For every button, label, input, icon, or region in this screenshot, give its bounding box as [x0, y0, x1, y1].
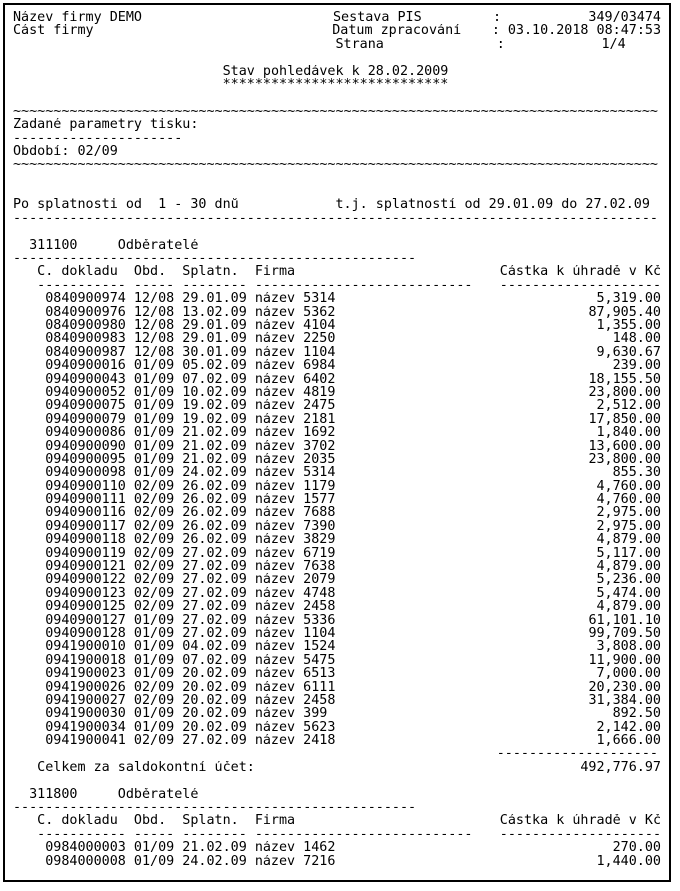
account-section — [13, 239, 669, 775]
header-line-3 — [13, 38, 661, 51]
maturity-line — [13, 198, 661, 211]
cell-amount: 5,474.00 — [596, 586, 661, 601]
cell-period: 01/09 — [133, 613, 175, 627]
cell-doc: 0940900128 — [45, 626, 126, 641]
cell-period: 02/09 — [133, 680, 175, 694]
cell-firm: název 2475 — [254, 399, 336, 413]
cell-due: 10.02.09 — [182, 385, 247, 400]
cell-amount: 2,975.00 — [596, 506, 661, 520]
header-left-empty — [13, 38, 335, 51]
cell-firm: název 4748 — [254, 586, 336, 601]
cell-due: 05.02.09 — [182, 359, 247, 373]
ul-period: ----- — [133, 278, 175, 293]
cell-amount: 17,850.00 — [588, 412, 661, 427]
cell-firm: název 2035 — [254, 452, 336, 467]
cell-amount: 4,879.00 — [596, 560, 661, 574]
cell-due: 29.01.09 — [182, 292, 247, 306]
table-row — [13, 600, 661, 613]
cell-doc: 0940900127 — [45, 613, 126, 627]
cell-due: 27.02.09 — [182, 600, 247, 614]
cell-period: 01/09 — [133, 412, 175, 427]
col-due: Splatn. — [182, 814, 239, 828]
cell-amount: 2,512.00 — [596, 399, 661, 413]
table-row — [13, 587, 661, 600]
cell-amount: 9,630.67 — [596, 345, 661, 360]
table-row — [13, 453, 661, 466]
cell-doc: 0940900075 — [45, 399, 126, 413]
cell-firm: název 5362 — [254, 305, 336, 319]
cell-due: 20.02.09 — [182, 693, 247, 708]
cell-doc: 0941900041 — [45, 734, 126, 748]
cell-firm: název 6719 — [254, 546, 336, 561]
cell-period: 12/08 — [133, 292, 175, 306]
table-row — [13, 627, 661, 640]
cell-period: 02/09 — [133, 546, 175, 561]
cell-doc: 0941900027 — [45, 693, 126, 708]
maturity-underline: -------------------------------------------------------------------------------- — [13, 211, 658, 226]
cell-due: 27.02.09 — [182, 586, 247, 601]
account-underline: -------------------------------------------------- — [13, 252, 417, 266]
cell-doc: 0984000003 — [45, 841, 126, 855]
table-row — [13, 533, 661, 546]
cell-period: 01/09 — [133, 640, 175, 654]
header-line-2 — [13, 24, 661, 37]
title-underline-stars: **************************** — [222, 77, 449, 92]
cell-due: 21.02.09 — [182, 452, 247, 467]
table-row — [13, 721, 661, 734]
total-underline-row — [13, 747, 661, 760]
cell-due: 07.02.09 — [182, 372, 247, 386]
meta-colon: : — [493, 11, 502, 25]
col-amount: Částka k úhradě v Kč — [499, 814, 661, 828]
cell-doc: 0940900111 — [45, 493, 126, 507]
table-header-underline — [13, 828, 661, 841]
cell-period: 12/08 — [133, 332, 175, 346]
cell-doc: 0940900122 — [45, 573, 126, 587]
cell-firm: název 399 — [254, 707, 328, 721]
table-row — [13, 292, 661, 305]
cell-doc: 0940900118 — [45, 533, 126, 547]
cell-amount: 3,808.00 — [596, 640, 661, 654]
report-title: Stav pohledávek k 28.02.2009 — [222, 64, 449, 78]
cell-due: 30.01.09 — [182, 345, 247, 360]
cell-amount: 1,355.00 — [596, 318, 661, 333]
ul-firm: --------------------------- — [254, 827, 473, 842]
title-underline — [13, 78, 661, 91]
cell-firm: název 6111 — [254, 680, 336, 694]
total-amount: 492,776.97 — [580, 760, 661, 775]
cell-due: 20.02.09 — [182, 720, 247, 735]
table-row — [13, 667, 661, 680]
cell-doc: 0940900052 — [45, 385, 126, 400]
cell-firm: název 4104 — [254, 318, 336, 333]
col-period: Obd. — [133, 265, 167, 279]
cell-doc: 0940900119 — [45, 546, 126, 561]
cell-period: 02/09 — [133, 533, 175, 547]
table-row — [13, 466, 661, 479]
cell-firm: název 7638 — [254, 560, 336, 574]
cell-doc: 0940900123 — [45, 586, 126, 601]
cell-firm: název 1692 — [254, 426, 336, 440]
total-block — [13, 747, 669, 774]
account-heading — [13, 788, 661, 801]
cell-amount: 4,879.00 — [596, 533, 661, 547]
cell-period: 01/09 — [133, 399, 175, 413]
col-due: Splatn. — [182, 265, 239, 279]
col-period: Obd. — [133, 814, 167, 828]
cell-period: 02/09 — [133, 493, 175, 507]
cell-firm: název 4819 — [254, 385, 336, 400]
table-header-row — [13, 265, 661, 278]
cell-amount: 2,975.00 — [596, 519, 661, 534]
account-underline: -------------------------------------------------- — [13, 801, 417, 815]
cell-due: 24.02.09 — [182, 854, 247, 868]
cell-period: 12/08 — [133, 318, 175, 333]
cell-amount: 31,384.00 — [588, 693, 661, 708]
cell-period: 01/09 — [133, 841, 175, 855]
cell-firm: název 1524 — [254, 640, 336, 654]
cell-doc: 0940900125 — [45, 600, 126, 614]
cell-doc: 0840900983 — [45, 332, 126, 346]
cell-firm: název 2250 — [254, 332, 336, 346]
ul-due: -------- — [182, 827, 247, 842]
cell-due: 19.02.09 — [182, 412, 247, 427]
table-row — [13, 841, 661, 854]
cell-amount: 61,101.10 — [588, 613, 661, 627]
cell-doc: 0941900026 — [45, 680, 126, 694]
ul-amount: -------------------- — [499, 278, 661, 293]
cell-doc: 0940900090 — [45, 439, 126, 453]
cell-amount: 87,905.40 — [588, 305, 661, 319]
cell-period: 01/09 — [133, 466, 175, 480]
spacer — [13, 51, 669, 64]
ul-period: ----- — [133, 827, 175, 842]
period-line — [13, 145, 661, 158]
meta-value-sestava: 349/03474 — [588, 11, 661, 25]
cell-due: 20.02.09 — [182, 667, 247, 681]
cell-amount: 5,319.00 — [596, 292, 661, 306]
cell-firm: název 1104 — [254, 345, 336, 360]
cell-firm: název 5314 — [254, 466, 336, 480]
ul-doc: ----------- — [37, 278, 126, 293]
table-header-underline — [13, 279, 661, 292]
table-row — [13, 707, 661, 720]
header-line-1 — [13, 11, 661, 24]
cell-doc: 0941900018 — [45, 653, 126, 668]
account-heading — [13, 239, 661, 252]
account-section — [13, 788, 669, 868]
table-row — [13, 399, 661, 412]
table-row — [13, 413, 661, 426]
table-row — [13, 573, 661, 586]
cell-period: 02/09 — [133, 560, 175, 574]
cell-amount: 270.00 — [612, 841, 661, 855]
cell-doc: 0940900095 — [45, 452, 126, 467]
title-line — [13, 65, 661, 78]
table-row — [13, 426, 661, 439]
cell-due: 26.02.09 — [182, 506, 247, 520]
cell-firm: název 1179 — [254, 479, 336, 494]
cell-due: 13.02.09 — [182, 305, 247, 319]
table-row — [13, 440, 661, 453]
cell-firm: název 1577 — [254, 493, 336, 507]
meta-colon: : — [496, 37, 505, 52]
cell-amount: 1,666.00 — [596, 734, 661, 748]
cell-period: 02/09 — [133, 519, 175, 534]
cell-amount: 5,236.00 — [596, 573, 661, 587]
cell-firm: název 2079 — [254, 573, 336, 587]
cell-amount: 20,230.00 — [588, 680, 661, 694]
meta-label-strana: Strana — [335, 37, 384, 52]
cell-due: 24.02.09 — [182, 466, 247, 480]
cell-period: 01/09 — [133, 426, 175, 440]
cell-due: 26.02.09 — [182, 493, 247, 507]
cell-doc: 0940900043 — [45, 372, 126, 386]
cell-amount: 239.00 — [612, 359, 661, 373]
cell-firm: název 3702 — [254, 439, 336, 453]
report-page — [3, 3, 671, 882]
total-row — [13, 761, 661, 774]
cell-period: 01/09 — [133, 653, 175, 668]
cell-period: 01/09 — [133, 372, 175, 386]
cell-doc: 0840900987 — [45, 345, 126, 360]
cell-firm: název 7390 — [254, 519, 336, 534]
cell-due: 27.02.09 — [182, 546, 247, 561]
table-row — [13, 560, 661, 573]
cell-period: 02/09 — [133, 586, 175, 601]
cell-amount: 4,760.00 — [596, 493, 661, 507]
period-value: 02/09 — [77, 144, 118, 159]
cell-firm: název 6402 — [254, 372, 336, 386]
cell-firm: název 7688 — [254, 506, 336, 520]
cell-due: 04.02.09 — [182, 640, 247, 654]
cell-period: 12/08 — [133, 345, 175, 360]
tilde-separator-top: ~~~~~~~~~~~~~~~~~~~~~~~~~~~~~~~~~~~~~~~~~~~~~~~~~~~~~~~~~~~~~~~~~~~~~~~~~~~~~~~~ — [13, 104, 658, 119]
table-row — [13, 694, 661, 707]
cell-period: 02/09 — [133, 479, 175, 494]
cell-doc: 0940900116 — [45, 506, 126, 520]
table-row — [13, 480, 661, 493]
cell-due: 21.02.09 — [182, 841, 247, 855]
cell-firm: název 5623 — [254, 720, 336, 735]
table-row — [13, 734, 661, 747]
col-firm: Firma — [254, 814, 296, 828]
ul-amount: -------------------- — [499, 827, 661, 842]
company-name: Název firmy DEMO — [13, 11, 142, 25]
cell-firm: název 3829 — [254, 533, 336, 547]
cell-period: 02/09 — [133, 734, 175, 748]
account-name: Odběratelé — [117, 787, 199, 802]
cell-amount: 13,600.00 — [588, 439, 661, 453]
table-row — [13, 855, 661, 868]
account-name: Odběratelé — [117, 238, 199, 253]
cell-period: 01/09 — [133, 720, 175, 735]
cell-doc: 0940900079 — [45, 412, 126, 427]
ul-due: -------- — [182, 278, 247, 293]
col-amount: Částka k úhradě v Kč — [499, 265, 661, 279]
cell-firm: název 6513 — [254, 667, 336, 681]
sections — [13, 239, 669, 868]
tilde-separator-bottom: ~~~~~~~~~~~~~~~~~~~~~~~~~~~~~~~~~~~~~~~~~~~~~~~~~~~~~~~~~~~~~~~~~~~~~~~~~~~~~~~~ — [13, 158, 658, 172]
cell-doc: 0940900098 — [45, 466, 126, 480]
cell-period: 01/09 — [133, 854, 175, 868]
cell-due: 19.02.09 — [182, 399, 247, 413]
cell-firm: název 5475 — [254, 653, 336, 668]
cell-due: 26.02.09 — [182, 479, 247, 494]
total-underline: -------------------- — [496, 747, 658, 761]
table-row — [13, 520, 661, 533]
spacer — [13, 172, 669, 185]
table-body — [13, 841, 669, 868]
account-number: 311800 — [29, 787, 78, 802]
table-row — [13, 359, 661, 372]
cell-firm: název 2458 — [254, 693, 336, 708]
cell-due: 26.02.09 — [182, 519, 247, 534]
table-row — [13, 681, 661, 694]
cell-amount: 1,840.00 — [596, 426, 661, 440]
cell-firm: název 1462 — [254, 841, 336, 855]
cell-doc: 0941900010 — [45, 640, 126, 654]
cell-due: 27.02.09 — [182, 560, 247, 574]
col-doc: Č. dokladu — [37, 814, 118, 828]
cell-amount: 7,000.00 — [596, 667, 661, 681]
table-row — [13, 640, 661, 653]
cell-amount: 1,440.00 — [596, 854, 661, 868]
maturity-range: Po splatnosti od 1 - 30 dnů — [13, 198, 239, 212]
ul-firm: --------------------------- — [254, 278, 473, 293]
table-row — [13, 547, 661, 560]
maturity-dates: t.j. splatností od 29.01.09 do 27.02.09 — [335, 198, 650, 212]
cell-amount: 11,900.00 — [588, 653, 661, 668]
cell-period: 01/09 — [133, 385, 175, 400]
cell-doc: 0940900016 — [45, 359, 126, 373]
cell-doc: 0941900023 — [45, 667, 126, 681]
cell-due: 20.02.09 — [182, 680, 247, 694]
col-firm: Firma — [254, 265, 296, 279]
meta-value-datum: 03.10.2018 08:47:53 — [507, 24, 661, 38]
cell-firm: název 5314 — [254, 292, 336, 306]
cell-period: 01/09 — [133, 452, 175, 467]
table-row — [13, 614, 661, 627]
cell-amount: 148.00 — [612, 332, 661, 346]
cell-amount: 855.30 — [612, 466, 661, 480]
cell-amount: 4,879.00 — [596, 600, 661, 614]
account-number: 311100 — [29, 238, 78, 253]
cell-amount: 4,760.00 — [596, 479, 661, 494]
cell-period: 02/09 — [133, 506, 175, 520]
table-row — [13, 506, 661, 519]
meta-value-strana: 1/4 — [601, 37, 626, 52]
cell-amount: 2,142.00 — [596, 720, 661, 735]
cell-period: 12/08 — [133, 305, 175, 319]
cell-amount: 18,155.50 — [588, 372, 661, 386]
cell-period: 01/09 — [133, 707, 175, 721]
cell-doc: 0840900974 — [45, 292, 126, 306]
cell-period: 01/09 — [133, 439, 175, 453]
cell-firm: název 7216 — [254, 854, 336, 868]
cell-doc: 0940900117 — [45, 519, 126, 534]
cell-firm: název 2458 — [254, 600, 336, 614]
cell-period: 01/09 — [133, 359, 175, 373]
table-row — [13, 386, 661, 399]
cell-firm: název 2181 — [254, 412, 336, 427]
cell-doc: 0940900110 — [45, 479, 126, 494]
cell-doc: 0840900976 — [45, 305, 126, 319]
period-label: Období: — [13, 144, 70, 159]
cell-due: 27.02.09 — [182, 613, 247, 627]
cell-doc: 0940900121 — [45, 560, 126, 574]
table-header-row — [13, 814, 661, 827]
cell-due: 29.01.09 — [182, 318, 247, 333]
cell-due: 07.02.09 — [182, 653, 247, 668]
table-row — [13, 332, 661, 345]
cell-period: 01/09 — [133, 626, 175, 641]
cell-amount: 23,800.00 — [588, 385, 661, 400]
meta-colon: : — [491, 24, 500, 38]
spacer — [13, 185, 669, 198]
table-body — [13, 292, 669, 747]
spacer — [13, 91, 669, 104]
cell-period: 01/09 — [133, 667, 175, 681]
cell-due: 27.02.09 — [182, 573, 247, 587]
table-row — [13, 654, 661, 667]
meta-label-sestava: Sestava PIS — [333, 11, 422, 25]
cell-amount: 99,709.50 — [588, 626, 661, 641]
col-doc: Č. dokladu — [37, 265, 118, 279]
cell-period: 02/09 — [133, 600, 175, 614]
cell-firm: název 6984 — [254, 359, 336, 373]
cell-doc: 0984000008 — [45, 854, 126, 868]
cell-due: 20.02.09 — [182, 707, 247, 721]
table-row — [13, 319, 661, 332]
cell-amount: 23,800.00 — [588, 452, 661, 467]
table-row — [13, 306, 661, 319]
company-part: Část firmy — [13, 24, 94, 38]
cell-firm: název 5336 — [254, 613, 336, 627]
cell-doc: 0840900980 — [45, 318, 126, 333]
cell-amount: 892.50 — [612, 707, 661, 721]
total-label: Celkem za saldokontní účet: — [37, 760, 255, 775]
cell-due: 21.02.09 — [182, 426, 247, 440]
cell-due: 21.02.09 — [182, 439, 247, 453]
cell-due: 27.02.09 — [182, 734, 247, 748]
cell-due: 27.02.09 — [182, 626, 247, 641]
ul-doc: ----------- — [37, 827, 126, 842]
cell-due: 29.01.09 — [182, 332, 247, 346]
table-row — [13, 373, 661, 386]
meta-label-datum: Datum zpracování — [332, 24, 462, 38]
print-params-underline: --------------------- — [13, 131, 183, 145]
cell-firm: název 2418 — [254, 734, 336, 748]
table-row — [13, 346, 661, 359]
cell-period: 02/09 — [133, 693, 175, 708]
cell-doc: 0941900030 — [45, 707, 126, 721]
table-row — [13, 493, 661, 506]
cell-due: 26.02.09 — [182, 533, 247, 547]
cell-doc: 0940900086 — [45, 426, 126, 440]
cell-period: 02/09 — [133, 573, 175, 587]
cell-amount: 5,117.00 — [596, 546, 661, 561]
cell-doc: 0941900034 — [45, 720, 126, 735]
print-params-heading: Zadané parametry tisku: — [13, 118, 199, 132]
cell-firm: název 1104 — [254, 626, 336, 641]
